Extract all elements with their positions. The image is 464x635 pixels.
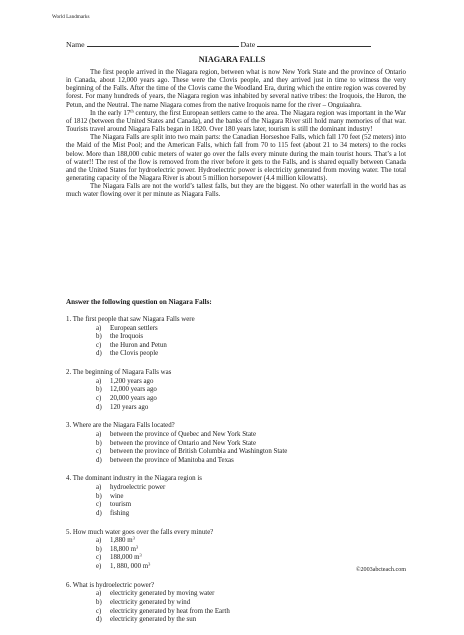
option-letter: a) <box>96 537 102 545</box>
answer-option[interactable] <box>96 616 406 625</box>
question-list <box>66 316 406 635</box>
answer-option[interactable] <box>96 333 406 342</box>
option-text: the Huron and Petun <box>110 341 167 349</box>
option-text: 188,000 m <box>110 554 140 562</box>
option-letter: b) <box>96 492 102 500</box>
answer-option[interactable] <box>96 404 406 413</box>
question-stem: 4. The dominant industry in the Niagara region is <box>66 475 202 483</box>
option-text: European settlers <box>110 324 158 332</box>
option-letter: c) <box>96 501 102 509</box>
question-stem: 2. The beginning of Niagara Falls was <box>66 369 172 377</box>
passage-paragraph: The Niagara Falls are split into two main parts: the Canadian Horseshoe Falls, which fall 170 feet (52 meters) into the Maid of the Mist Pool; and the American Falls, which fall from 70 to 115 feet (about 21 to 34 meters) to the rocks below. More than 188,000 cubic meters of water go over the falls every minute during the main tourist hours. That’s a lot of water!! The rest of the flow is removed from the river before it gets to the Falls, and is shared equally between Canada and the United States for hydroelectric power. Hydroelectric power is electricity generated from moving water. The total generating capacity of the Niagara River is about 5 million horsepower (4.4 million kilowatts). <box>66 134 406 183</box>
option-letter: d) <box>96 350 102 358</box>
unit-superscript: 3 <box>148 561 151 567</box>
option-text: wine <box>110 492 124 500</box>
question-stem: 5. How much water goes over the falls every minute? <box>66 528 214 536</box>
answer-option[interactable] <box>96 342 406 351</box>
option-text: between the province of British Columbia and Washington State <box>110 448 288 456</box>
passage-paragraph: The first people arrived in the Niagara region, between what is now New York State and the province of Ontario in Canada, about 12,000 years ago. These were the Clovis people, and they arrived just in time to witness the very beginning of the Falls. After the time of the Clovis came the Woodland Era, during which the entire region was covered by forest. For many hundreds of years, the Niagara region was inhabited by several native tribes: the Iroquois, the Huron, the Petun, and the Neutral. The name Niagara comes from the native Iroquois name for the river – Onguiaahra. <box>66 69 406 109</box>
option-text: 120 years ago <box>110 403 149 411</box>
question-item <box>66 422 406 465</box>
passage-paragraph: The Niagara Falls are not the world’s tallest falls, but they are the biggest. No other waterfall in the world has as much water flowing over it per minute as Niagara Falls. <box>66 183 406 199</box>
question-item <box>66 475 406 518</box>
option-letter: b) <box>96 545 102 553</box>
answer-option[interactable] <box>96 386 406 395</box>
option-letter: d) <box>96 403 102 411</box>
option-text: 20,000 years ago <box>110 394 157 402</box>
option-letter: b) <box>96 598 102 606</box>
option-text: 12,000 years ago <box>110 386 157 394</box>
answer-option[interactable] <box>96 590 406 599</box>
date-label: Date <box>240 40 256 49</box>
answer-option[interactable] <box>96 546 406 555</box>
answer-option[interactable] <box>96 350 406 359</box>
unit-superscript: 3 <box>136 544 139 550</box>
option-letter: d) <box>96 616 102 624</box>
option-letter: c) <box>96 341 102 349</box>
option-text: fishing <box>110 509 130 517</box>
option-letter: d) <box>96 456 102 464</box>
option-letter: c) <box>96 554 102 562</box>
option-text: between the province of Manitoba and Texas <box>110 456 234 464</box>
answer-option[interactable] <box>96 537 406 546</box>
answer-option[interactable] <box>96 501 406 510</box>
instructions: Answer the following question on Niagara Falls: <box>66 298 212 306</box>
name-date-row <box>66 40 371 49</box>
question-stem: 3. Where are the Niagara Falls located? <box>66 422 175 430</box>
answer-option[interactable] <box>96 493 406 502</box>
answer-option[interactable] <box>96 484 406 493</box>
option-text: between the province of Ontario and New York State <box>110 439 257 447</box>
option-text: hydroelectric power <box>110 484 166 492</box>
option-text: electricity generated by moving water <box>110 590 215 598</box>
date-line[interactable] <box>257 40 371 47</box>
option-text: the Iroquois <box>110 333 144 341</box>
option-text: 18,800 m <box>110 545 137 553</box>
option-letter: a) <box>96 430 102 438</box>
option-letter: b) <box>96 333 102 341</box>
answer-option[interactable] <box>96 431 406 440</box>
name-label: Name <box>66 40 85 49</box>
reading-passage <box>66 69 406 200</box>
answer-option[interactable] <box>96 395 406 404</box>
answer-option[interactable] <box>96 440 406 449</box>
option-text: 1,200 years ago <box>110 377 154 385</box>
passage-paragraph: In the early 17th century, the first European settlers came to the area. The Niagara region was important in the War of 1812 (between the United States and Canada), and the banks of the Niagara River still hold many memories of that war. Tourists travel around Niagara Falls began in 1820. Over 180 years later, tourism is still the dominant industry! <box>66 108 406 134</box>
option-text: electricity generated by wind <box>110 598 191 606</box>
option-letter: a) <box>96 590 102 598</box>
answer-option[interactable] <box>96 378 406 387</box>
option-letter: d) <box>96 509 102 517</box>
answer-option[interactable] <box>96 510 406 519</box>
question-item <box>66 529 406 572</box>
answer-option[interactable] <box>96 599 406 608</box>
unit-superscript: 3 <box>139 552 142 558</box>
option-letter: a) <box>96 377 102 385</box>
option-letter: a) <box>96 324 102 332</box>
answer-option[interactable] <box>96 457 406 466</box>
option-letter: e) <box>96 563 102 570</box>
question-stem: 1. The first people that saw Niagara Falls were <box>66 316 195 323</box>
option-text: the Clovis people <box>110 350 159 358</box>
question-item <box>66 582 406 625</box>
question-item <box>66 316 406 359</box>
option-text: electricity generated by the sun <box>110 616 197 624</box>
page-title: NIAGARA FALLS <box>198 55 266 64</box>
name-line[interactable] <box>87 40 239 47</box>
unit-superscript: 3 <box>132 535 135 541</box>
option-letter: c) <box>96 607 102 615</box>
header-label: World Landmarks <box>52 14 90 20</box>
answer-option[interactable] <box>96 325 406 334</box>
answer-option[interactable] <box>96 608 406 617</box>
option-text: tourism <box>110 501 132 509</box>
copyright-footer: ©2003abcteach.com <box>355 567 406 573</box>
option-text: between the province of Quebec and New York State <box>110 430 256 438</box>
option-letter: c) <box>96 448 102 456</box>
option-letter: b) <box>96 386 102 394</box>
question-item <box>66 369 406 412</box>
option-letter: c) <box>96 394 102 402</box>
option-letter: a) <box>96 484 102 492</box>
answer-option[interactable] <box>96 554 406 563</box>
option-text: 1,880 m <box>110 537 133 545</box>
answer-option[interactable] <box>96 448 406 457</box>
question-stem: 6. What is hydroelectric power? <box>66 581 155 589</box>
option-text: 1, 880, 000 m <box>110 563 149 570</box>
option-letter: b) <box>96 439 102 447</box>
option-text: electricity generated by heat from the Earth <box>110 607 230 615</box>
